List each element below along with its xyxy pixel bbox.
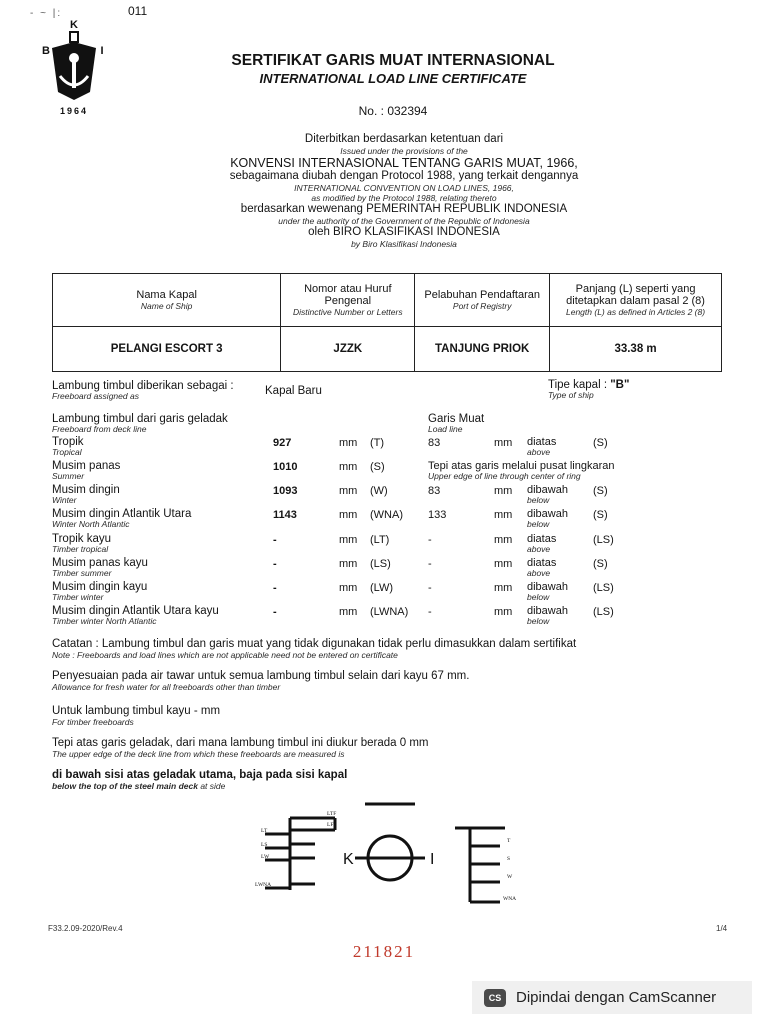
row-loadline-value: 133 <box>428 509 447 521</box>
diagram-label-lf: LF <box>327 822 334 828</box>
table-row <box>53 327 722 372</box>
row-position-en: below <box>527 592 550 602</box>
issued-line-6-id: oleh BIRO KLASIFIKASI INDONESIA <box>308 226 500 238</box>
row-code: (T) <box>370 437 385 449</box>
camscanner-text: Dipindai dengan CamScanner <box>516 989 717 1006</box>
header-length-en: Length (L) as defined in Articles 2 (8) <box>566 307 706 317</box>
length-cell: 33.38 m <box>550 327 722 372</box>
row-value: - <box>273 558 277 570</box>
table-row <box>52 533 111 554</box>
row-loadline-value: 83 <box>428 437 441 449</box>
timber-freeboard-block <box>52 705 220 727</box>
freeboard-header-en: Freeboard from deck line <box>52 424 147 434</box>
table-header-row <box>53 274 722 327</box>
row-position-id: dibawah <box>527 605 568 617</box>
table-row <box>52 605 219 626</box>
header-distinctive-number: Nomor atau Huruf Pengenal <box>304 283 392 307</box>
issued-line-1-id: Diterbitkan berdasarkan ketentuan dari <box>304 133 504 145</box>
fresh-water-en: Allowance for fresh water for all freeboards other than timber <box>52 682 281 692</box>
load-line-header <box>428 413 484 434</box>
row-position-en: above <box>527 544 551 554</box>
row-label-en: Timber winter <box>52 592 104 602</box>
row-label-id: Tropik <box>52 436 84 448</box>
ship-name-cell: PELANGI ESCORT 3 <box>53 327 281 372</box>
ship-type-value: "B" <box>610 379 630 391</box>
header-cell <box>415 274 550 327</box>
freeboard-header-id: Lambung timbul dari garis geladak <box>52 413 228 425</box>
header-cell <box>281 274 415 327</box>
row-loadline-unit: mm <box>494 582 513 594</box>
deck-line-id: Tepi atas garis geladak, dari mana lambung timbul ini diukur berada 0 mm <box>52 737 429 749</box>
row-loadline-value: - <box>428 534 432 546</box>
row-position-code: (LS) <box>593 534 614 546</box>
summer-line-note <box>428 460 615 481</box>
ship-particulars-table <box>52 273 722 372</box>
assigned-label-id: Lambung timbul diberikan sebagai : <box>52 380 234 392</box>
camscanner-watermark <box>472 981 752 1014</box>
diagram-label-lt: LT <box>261 828 268 834</box>
row-unit: mm <box>339 509 358 521</box>
row-loadline-value: - <box>428 582 432 594</box>
header-name-of-ship: Nama Kapal <box>136 289 197 301</box>
issuance-block <box>0 133 768 249</box>
row-position-id: diatas <box>527 533 557 545</box>
row-label-id: Musim dingin kayu <box>52 581 148 593</box>
diagram-label-s: S <box>507 856 511 862</box>
svg-text:K: K <box>70 19 78 31</box>
row-loadline-unit: mm <box>494 485 513 497</box>
row-loadline-unit: mm <box>494 509 513 521</box>
row-unit: mm <box>339 437 358 449</box>
assigned-label-en: Freeboard assigned as <box>52 391 139 401</box>
row-label-id: Musim panas <box>52 460 121 472</box>
row-position-en: below <box>527 495 550 505</box>
row-label-en: Winter North Atlantic <box>52 519 130 529</box>
deck-line-en: The upper edge of the deck line from which these freeboards are measured is <box>52 749 345 759</box>
row-position-code: (LS) <box>593 606 614 618</box>
row-position-id: dibawah <box>527 508 568 520</box>
load-line-mark-diagram <box>255 802 525 912</box>
row-loadline-unit: mm <box>494 606 513 618</box>
ship-type-label: Tipe kapal : <box>548 379 608 391</box>
row-code: (LW) <box>370 582 394 594</box>
row-position-code: (S) <box>593 485 608 497</box>
row-position-code: (S) <box>593 509 608 521</box>
row-position <box>527 557 556 578</box>
row-label-id: Musim dingin Atlantik Utara kayu <box>52 605 219 617</box>
distinctive-letters-cell: JZZK <box>281 327 415 372</box>
row-label-id: Tropik kayu <box>52 533 112 545</box>
row-code: (W) <box>370 485 388 497</box>
row-loadline-value: - <box>428 558 432 570</box>
row-position-id: dibawah <box>527 581 568 593</box>
handwritten-number: 011 <box>128 4 148 18</box>
row-unit: mm <box>339 558 358 570</box>
issued-line-3-id: sebagaimana diubah dengan Protocol 1988, yang terkait dengannya <box>229 170 579 182</box>
table-row <box>52 557 148 578</box>
row-value: 1093 <box>273 485 298 497</box>
svg-text:B: B <box>42 45 50 57</box>
row-loadline-value: 83 <box>428 485 441 497</box>
steel-deck-en-bold: below the top of the steel main deck <box>52 781 198 791</box>
row-value: - <box>273 582 277 594</box>
header-port-of-registry-en: Port of Registry <box>452 301 512 311</box>
steel-deck-en-rest: at side <box>197 781 226 791</box>
row-label-en: Tropical <box>52 447 82 457</box>
table-row <box>52 484 120 505</box>
issued-line-1-en: Issued under the provisions of the <box>340 146 468 156</box>
issued-line-5-en: under the authority of the Government of the Republic of Indonesia <box>278 216 530 226</box>
header-distinctive-number-en: Distinctive Number or Letters <box>293 307 403 317</box>
svg-text:I: I <box>100 45 104 57</box>
row-label-en: Timber summer <box>52 568 112 578</box>
issued-line-2-id: KONVENSI INTERNASIONAL TENTANG GARIS MUAT, 1966, <box>230 156 578 170</box>
summer-note-en: Upper edge of line through center of ring <box>428 471 581 481</box>
diagram-letter-i: I <box>430 851 435 868</box>
timber-freeboard-id: Untuk lambung timbul kayu - mm <box>52 705 221 717</box>
header-port-of-registry: Pelabuhan Pendaftaran <box>424 289 540 301</box>
diagram-label-lwna: LWNA <box>255 882 272 888</box>
certificate-title-id: SERTIFIKAT GARIS MUAT INTERNASIONAL <box>231 52 555 69</box>
table-row <box>52 508 191 529</box>
row-label-id: Musim dingin <box>52 484 120 496</box>
issued-line-5-id: berdasarkan wewenang PEMERINTAH REPUBLIK INDONESIA <box>240 203 568 215</box>
row-label-id: Musim panas kayu <box>52 557 148 569</box>
issued-line-3-en: INTERNATIONAL CONVENTION ON LOAD LINES, 1966, <box>294 183 514 193</box>
camscanner-icon: CS <box>484 989 506 1007</box>
row-position-id: diatas <box>527 436 557 448</box>
row-code: (LT) <box>370 534 390 546</box>
page-number: 1/4 <box>716 924 728 933</box>
row-position-en: below <box>527 519 550 529</box>
row-label-en: Summer <box>52 471 85 481</box>
row-value: 1010 <box>273 461 298 473</box>
header-cell <box>550 274 722 327</box>
deck-line-block <box>52 737 429 759</box>
steel-deck-id: di bawah sisi atas geladak utama, baja pada sisi kapal <box>52 769 348 781</box>
table-row <box>52 460 120 481</box>
row-label-en: Timber winter North Atlantic <box>52 616 157 626</box>
row-value: - <box>273 606 277 618</box>
freeboard-assigned-value: Kapal Baru <box>265 385 322 397</box>
row-code: (LS) <box>370 558 391 570</box>
row-loadline-unit: mm <box>494 534 513 546</box>
diagram-letter-k: K <box>343 851 354 868</box>
row-position-en: above <box>527 568 551 578</box>
header-name-of-ship-en: Name of Ship <box>140 301 193 311</box>
row-value: 1143 <box>273 509 297 521</box>
row-position-id: dibawah <box>527 484 568 496</box>
row-position-code: (S) <box>593 558 608 570</box>
header-cell <box>53 274 281 327</box>
row-code: (LWNA) <box>370 606 409 618</box>
row-position <box>527 581 568 602</box>
row-loadline-unit: mm <box>494 558 513 570</box>
handwritten-marks: - ~ |: <box>30 8 63 19</box>
row-position-code: (S) <box>593 437 608 449</box>
row-value: - <box>273 534 277 546</box>
diagram-label-t: T <box>507 838 511 844</box>
row-position <box>527 484 568 505</box>
diagram-label-ls: LS <box>261 842 268 848</box>
row-code: (S) <box>370 461 385 473</box>
fresh-water-id: Penyesuaian pada air tawar untuk semua lambung timbul selain dari kayu 67 mm. <box>52 670 470 682</box>
row-code: (WNA) <box>370 509 403 521</box>
row-loadline-value: - <box>428 606 432 618</box>
row-position <box>527 533 556 554</box>
table-row <box>52 436 84 457</box>
diagram-label-wna: WNA <box>503 896 517 902</box>
svg-text:1964: 1964 <box>59 106 89 116</box>
diagram-label-ltf: LTF <box>327 811 337 817</box>
note-id: Catatan : Lambung timbul dan garis muat yang tidak digunakan tidak perlu dimasukkan dalam sertifikat <box>52 638 577 650</box>
issued-line-6-en: by Biro Klasifikasi Indonesia <box>351 239 457 249</box>
row-position <box>527 508 568 529</box>
row-unit: mm <box>339 582 358 594</box>
row-value: 927 <box>273 437 292 449</box>
header-length: Panjang (L) seperti yang ditetapkan dalam pasal 2 (8) <box>566 283 705 307</box>
freeboard-assigned-label <box>52 380 234 401</box>
fresh-water-block <box>52 670 469 692</box>
row-unit: mm <box>339 485 358 497</box>
table-row <box>52 581 147 602</box>
issued-line-4-en: as modified by the Protocol 1988, relating thereto <box>311 193 497 203</box>
steel-deck-block <box>52 769 347 791</box>
summer-note-id: Tepi atas garis melalui pusat lingkaran <box>428 460 615 472</box>
row-unit: mm <box>339 534 358 546</box>
row-label-en: Timber tropical <box>52 544 109 554</box>
ship-type-label-en: Type of ship <box>548 390 594 400</box>
row-loadline-unit: mm <box>494 437 513 449</box>
serial-number: 211821 <box>352 942 416 961</box>
row-unit: mm <box>339 606 358 618</box>
diagram-label-lw: LW <box>261 854 270 860</box>
certificate-title-en: INTERNATIONAL LOAD LINE CERTIFICATE <box>259 71 527 86</box>
row-position <box>527 605 568 626</box>
note-en: Note : Freeboards and load lines which are not applicable need not be entered on certificate <box>52 650 398 660</box>
freeboard-header-left <box>52 413 228 434</box>
note-block <box>52 638 576 660</box>
certificate-number: No. : 032394 <box>358 104 428 118</box>
row-position-code: (LS) <box>593 582 614 594</box>
form-reference: F33.2.09-2020/Rev.4 <box>48 924 123 933</box>
port-of-registry-cell: TANJUNG PRIOK <box>415 327 550 372</box>
load-line-header-en: Load line <box>428 424 463 434</box>
row-position-en: below <box>527 616 550 626</box>
ship-type-block <box>548 379 629 400</box>
row-position <box>527 436 556 457</box>
diagram-label-w: W <box>507 874 513 880</box>
row-position-en: above <box>527 447 551 457</box>
row-label-en: Winter <box>52 495 77 505</box>
row-label-id: Musim dingin Atlantik Utara <box>52 508 192 520</box>
timber-freeboard-en: For timber freeboards <box>52 717 134 727</box>
row-position-id: diatas <box>527 557 557 569</box>
row-unit: mm <box>339 461 358 473</box>
load-line-header-id: Garis Muat <box>428 413 485 425</box>
